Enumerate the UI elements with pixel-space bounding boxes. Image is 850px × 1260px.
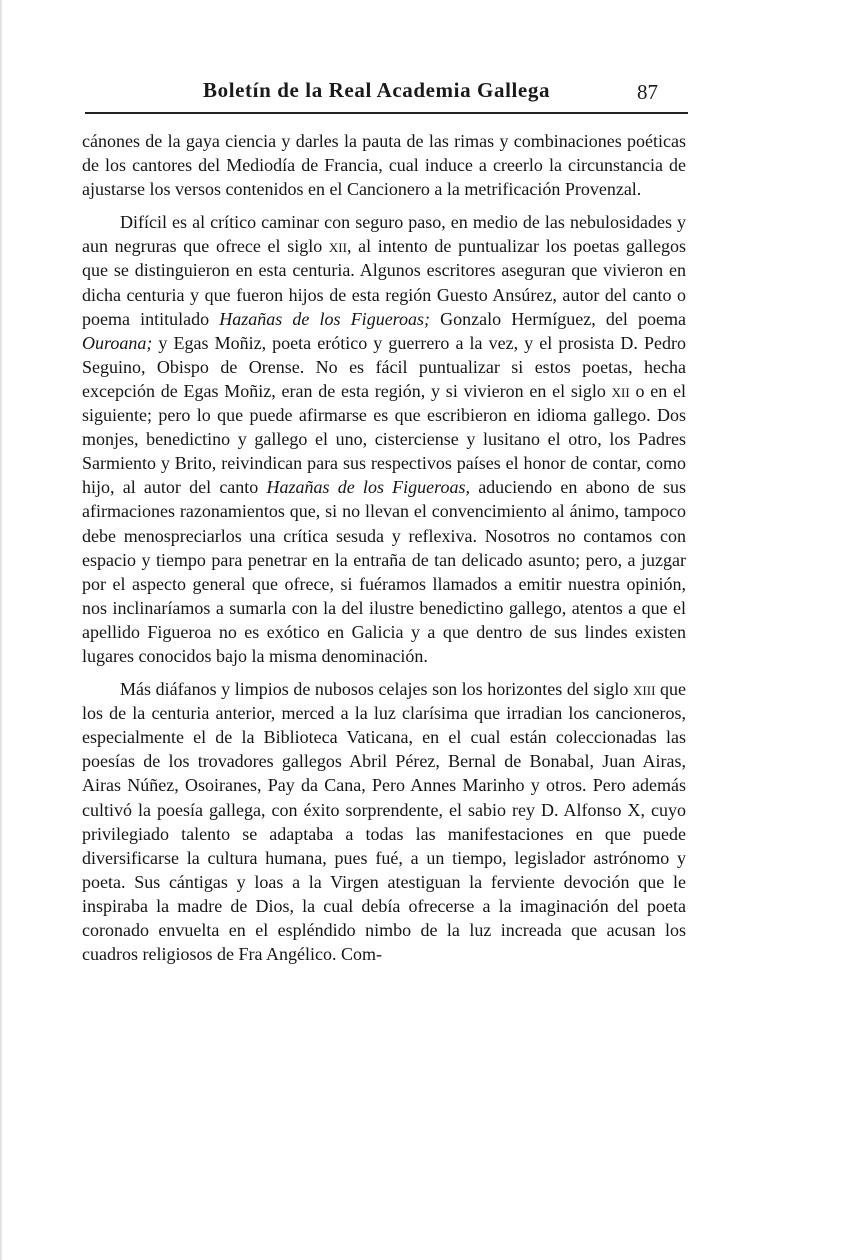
text-run: , al intento de puntualizar los poetas gallegos que se distinguieron en esta centuria. Algunos escritores aseguran que vivieron en dicha centuria y que fueron hijos de esta región Guesto Ansúrez, autor del canto o poema intitulado [82, 236, 686, 329]
paragraph-1 [82, 129, 686, 201]
body-text [82, 129, 686, 966]
paragraph-3 [82, 677, 686, 966]
text-run: cánones de la gaya ciencia y darles la pauta de las rimas y combinaciones poéticas de los cantores del Mediodía de Francia, cual induce a creerlo la circunstancia de ajustarse los versos contenidos en el Cancionero a la metrificación Provenzal. [82, 131, 686, 200]
scan-edge-shadow [0, 0, 3, 1260]
text-run: Difícil es al crítico caminar con seguro paso, en medio de las nebulosidades y aun negruras que ofrece el siglo [82, 212, 686, 257]
century-numeral: xiii [633, 679, 656, 700]
text-run: o en el siguiente; pero lo que puede afirmarse es que escribieron en idioma gallego. Dos monjes, benedictino y gallego el uno, cisterciense y lusitano el otro, los Padres Sarmiento y Brito, reivindican para sus respectivos países el honor de contar, como hijo, al autor del canto [82, 380, 686, 498]
journal-title: Boletín de la Real Academia Gallega [203, 78, 551, 102]
header-rule [85, 112, 688, 114]
italic-title: Hazañas de los Figueroas; [219, 308, 431, 329]
text-run: Gonzalo Hermíguez, del poema [430, 308, 686, 329]
century-numeral: xii [328, 236, 347, 257]
running-head [85, 76, 688, 108]
paragraph-2 [82, 210, 686, 668]
italic-title: Hazañas de los Figueroas, [266, 477, 470, 498]
text-run: Más diáfanos y limpios de nubosos celajes son los horizontes del siglo [120, 679, 634, 700]
page-number: 87 [637, 80, 658, 104]
century-numeral: xii [611, 380, 630, 401]
text-run: aduciendo en abono de sus afirmaciones razonamientos que, si no llevan el convencimiento al ánimo, tampoco debe menospreciarlos una crítica sesuda y reflexiva. Nosotros no contamos con espacio y tiempo para penetrar en la entraña de tan delicado asunto; pero, a juzgar por el aspecto general que ofrece, si fuéramos llamados a emitir nuestra opinión, nos inclinaríamos a sumarla con la del ilustre benedictino gallego, atentos a que el apellido Figueroa no es exótico en Galicia y a que dentro de sus lindes existen lugares conocidos bajo la misma denominación. [82, 477, 686, 666]
text-run: y Egas Moñiz, poeta erótico y guerrero a la vez, y el prosista D. Pedro Seguino, Obispo de Orense. No es fácil puntualizar si estos poetas, hecha excepción de Egas Moñiz, eran de esta región, y si vivieron en el siglo [82, 332, 686, 401]
text-run: que los de la centuria anterior, merced a la luz clarísima que irradian los cancioneros, especialmente el de la Biblioteca Vaticana, en el cual están coleccionadas las poesías de los trovadores gallegos Abril Pérez, Bernal de Bonabal, Juan Airas, Airas Núñez, Osoiranes, Pay da Cana, Pero Annes Marinho y otros. Pero además cultivó la poesía gallega, con éxito sorprendente, el sabio rey D. Alfonso X, cuyo privilegiado talento se adaptaba a todas las manifestaciones en que puede diversificarse la cultura humana, pues fué, a un tiempo, legislador astrónomo y poeta. Sus cántigas y loas a la Virgen atestiguan la ferviente devoción que le inspiraba la madre de Dios, la cual debía ofrecerse a la imaginación del poeta coronado envuelta en el espléndido nimbo de la luz increada que acusan los cuadros religiosos de Fra Angélico. Com- [82, 679, 687, 965]
italic-title: Ouroana; [82, 332, 153, 353]
